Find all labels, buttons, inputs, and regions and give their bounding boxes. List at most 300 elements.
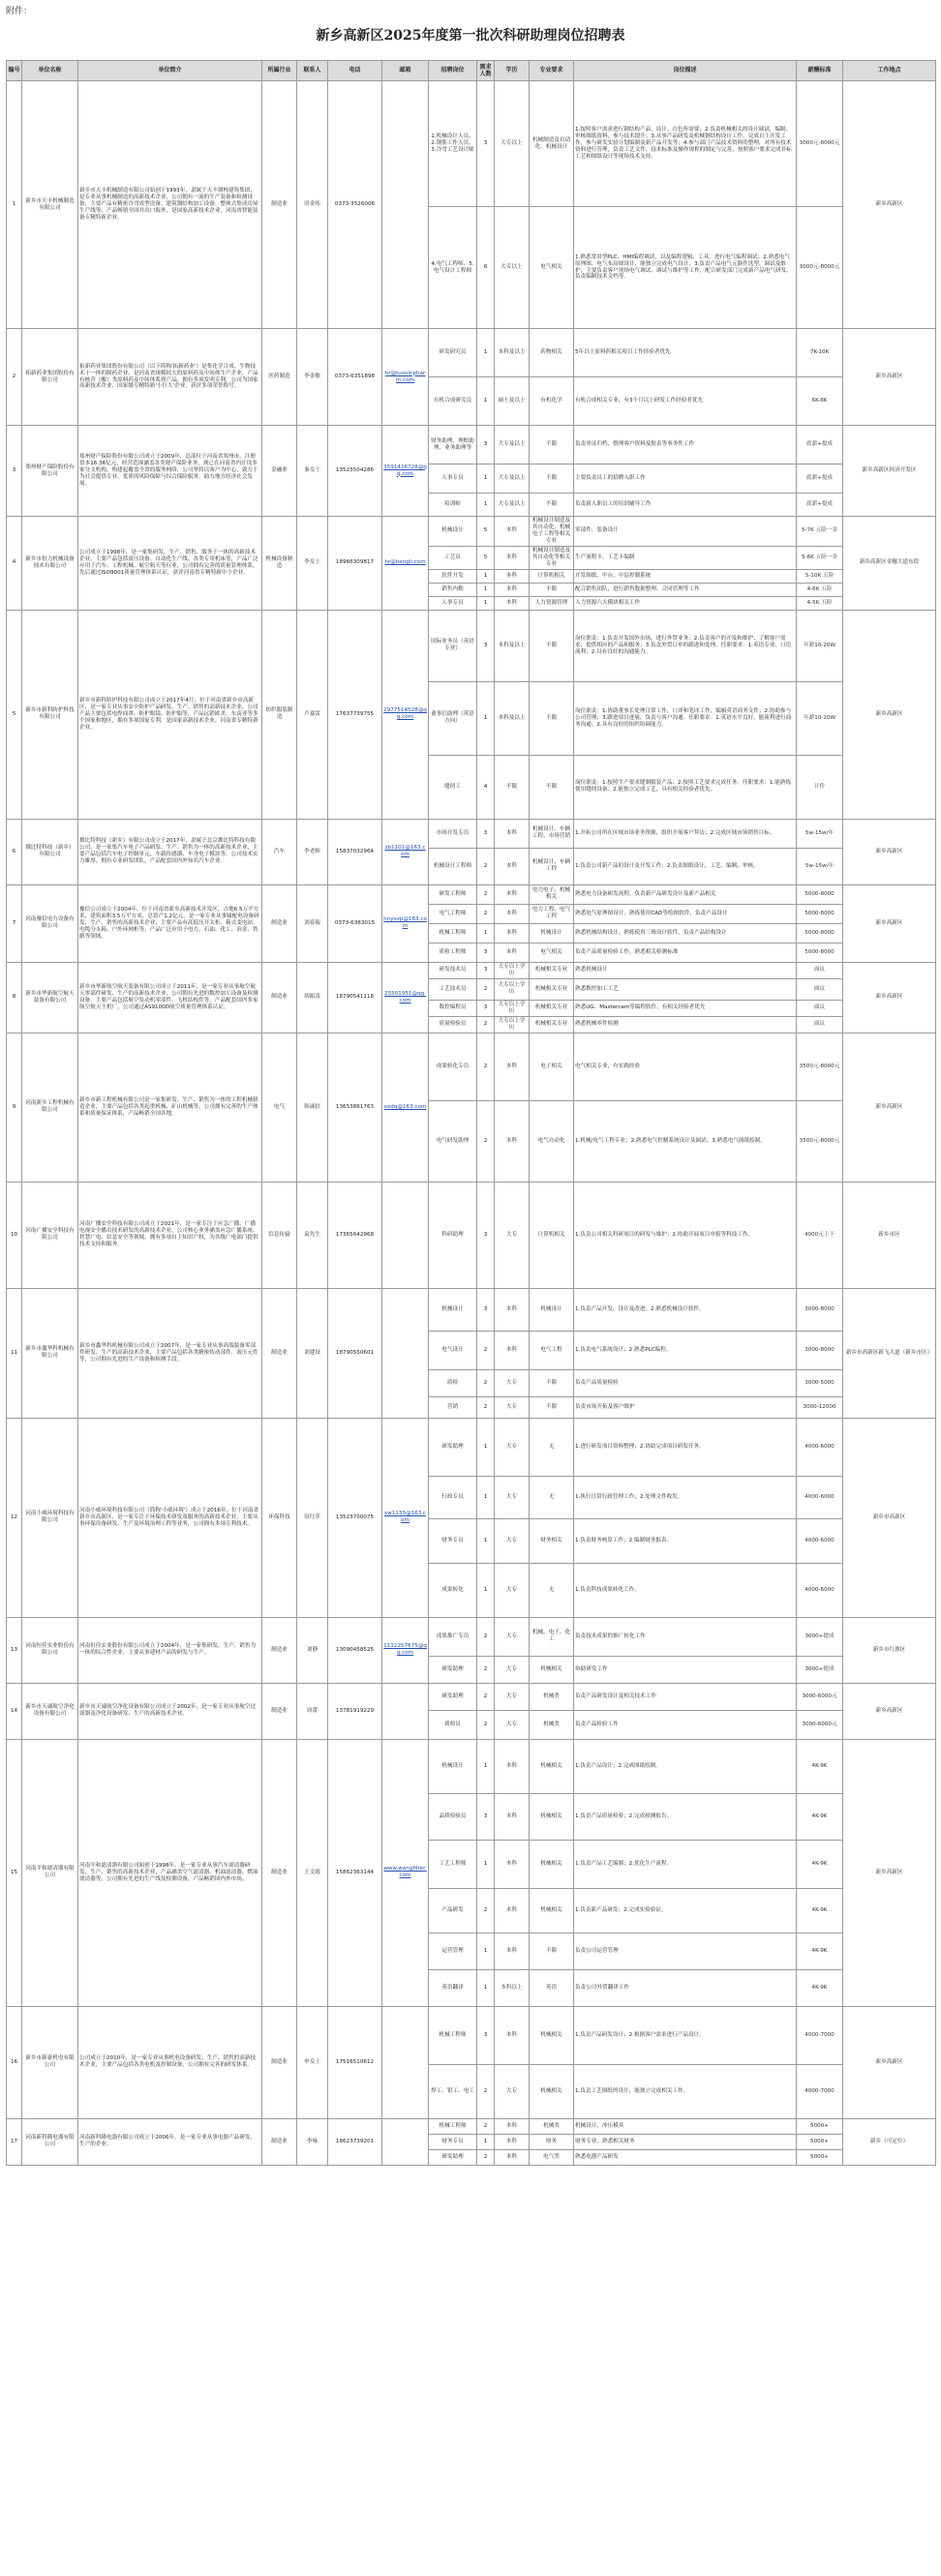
post-education: 本科 (495, 2134, 530, 2149)
company-industry: 制造业 (262, 1683, 297, 1739)
post-education: 本科 (495, 1100, 530, 1182)
post-name: 机械工程师 (429, 2118, 477, 2134)
post-education: 本科及以上 (495, 681, 530, 755)
post-salary: 5w-15w/年 (797, 848, 843, 884)
post-name: 董事长助理（英语方向） (429, 681, 477, 755)
post-salary: 面议 (797, 1000, 843, 1016)
post-salary: 5-7K 五险一金 (797, 517, 843, 547)
post-salary: 4000-6000 (797, 1476, 843, 1518)
post-count: 2 (477, 2118, 495, 2134)
post-count: 1 (477, 494, 495, 517)
post-count: 3 (477, 610, 495, 681)
post-name: 品质检验员 (429, 1793, 477, 1840)
post-count: 2 (477, 1331, 495, 1369)
company-location: 新乡高新区 (843, 329, 936, 426)
table-row (7, 1739, 936, 1793)
company-name: 新乡市天诚航空净化设备有限公司 (22, 1683, 78, 1739)
post-duty: 1.负责产品研发设计；2.根据客户需求进行产品设计。 (574, 2006, 797, 2064)
post-major: 机械制造及自动化、机械设计 (530, 81, 574, 207)
post-duty: 熟悉电气原理图设计，熟练使用CAD等绘图软件，负责产品设计 (574, 904, 797, 923)
company-phone: 18623739201 (328, 2118, 382, 2165)
company-intro: 新乡市新科防护科技有限公司成立于2017年4月，位于河南省新乡市高新区，是一家专业从事安全防护产品研发、生产、销售的高新技术企业，公司产品主要包括电焊面罩、防护眼镜、防护服等，产品远销欧美、东南亚等多个国家和地区，拥有多项国家专利，是国家高新技术企业、河南省专精特新企业。 (78, 610, 262, 819)
post-salary: 5w-15w/年 (797, 819, 843, 848)
post-name: 国际业务员（英语专业） (429, 610, 477, 681)
company-location: 新乡高新区 (843, 2006, 936, 2118)
company-number: 17 (7, 2118, 22, 2165)
post-education: 大专 (495, 1563, 530, 1617)
post-major: 计算机相关 (530, 1182, 574, 1288)
company-intro: 河南新科隆电器有限公司成立于2006年，是一家专业从事电器产品研发、生产的企业。 (78, 2118, 262, 2165)
company-location: 新乡高新区 (843, 884, 936, 962)
post-duty: 1.负责公司新产品的设计及开发工作；2.负责图纸设计，工艺、编制、审核。 (574, 848, 797, 884)
table-row (7, 81, 936, 207)
company-phone: 13653861763 (328, 1033, 382, 1182)
post-salary: 4-5K 五险 (797, 596, 843, 610)
company-email (382, 1418, 429, 1617)
post-education: 大专以上学历 (495, 1000, 530, 1016)
post-name: 成果推广专员 (429, 1617, 477, 1656)
col-salary-header: 薪酬标准 (797, 61, 843, 81)
post-major: 机械、电子、化工 (530, 1617, 574, 1656)
company-phone: 18790541118 (328, 962, 382, 1033)
company-name: 河南豫信电力设备有限公司 (22, 884, 78, 962)
company-phone: 0373-6351898 (328, 329, 382, 426)
company-number: 15 (7, 1739, 22, 2006)
post-name: 财务助理、理赔助理、业务助理等 (429, 426, 477, 464)
post-major: 不限 (530, 464, 574, 494)
company-intro: 豫信公司成立于2004年，位于河南省新乡高新技术开发区，占地6.5万平方米，建筑面积3.5万平方米，总资产1.2亿元，是一家专业从事输配电设备研发、生产、销售的高新技术企业，主要产品有高低压开关柜、箱式变电站、电缆分支箱、户外环网柜等，产品广泛应用于电力、石油、化工、冶金、铁路等领域。 (78, 884, 262, 962)
post-major: 机械设计 (530, 1288, 574, 1331)
post-duty: 1.负责产品设计；2.完成图纸绘制。 (574, 1739, 797, 1793)
post-name: 成果转化专员 (429, 1033, 477, 1100)
post-education: 本科 (495, 848, 530, 884)
post-duty: 1.进行研发项目资料整理；2.协助完成项目研发任务。 (574, 1418, 797, 1476)
post-count: 2 (477, 848, 495, 884)
company-phone: 15837032964 (328, 819, 382, 884)
company-phone: 13781919229 (328, 1683, 382, 1739)
post-major: 电气工程 (530, 1331, 574, 1369)
post-duty: 岗位职责：1.协助董事长处理日常工作，口译和笔译工作，编辑英语商务文件；2.协助参与公司管理；3.跟进项目进展，负责与客户沟通。任职要求：1.英语水平良好，能流利进行商务沟通；2.具有良好的组织协调能力。 (574, 681, 797, 755)
post-salary: 4000-6000 (797, 1563, 843, 1617)
post-duty: 负责公司外贸翻译工作 (574, 1969, 797, 2006)
post-major: 机械相关 (530, 1656, 574, 1683)
post-major: 电力电子、机械相关 (530, 884, 574, 904)
post-name: 4.电气工程师、5.电气设计工程师 (429, 207, 477, 329)
post-education: 本科 (495, 1288, 530, 1331)
post-major: 机械设计、车辆工程、市场营销 (530, 819, 574, 848)
post-major: 机械相关 (530, 2064, 574, 2118)
post-name: 研发助理 (429, 2149, 477, 2165)
company-industry: 制造业 (262, 1739, 297, 2006)
post-education: 本科 (495, 1793, 530, 1840)
col-location-header: 工作地点 (843, 61, 936, 81)
post-education: 大专以上 (495, 207, 530, 329)
post-education: 大专及以上 (495, 464, 530, 494)
post-salary: 4000-6000 (797, 1418, 843, 1476)
post-education: 本科 (495, 1739, 530, 1793)
post-major: 机械类 (530, 2118, 574, 2134)
post-salary: 4K-9K (797, 1969, 843, 2006)
email-link[interactable]: www.wangfilter.com (383, 1866, 427, 1879)
company-name: 河南恒佳实业股份有限公司 (22, 1617, 78, 1683)
post-name: 焊工、钳工、电工 (429, 2064, 477, 2118)
company-contact: 胡振涛 (297, 962, 328, 1033)
post-count: 1 (477, 464, 495, 494)
post-education: 本科 (495, 923, 530, 943)
post-education: 大专 (495, 1476, 530, 1518)
post-count: 3 (477, 1000, 495, 1016)
col-industry-header: 所属行业 (262, 61, 297, 81)
company-email (382, 1182, 429, 1288)
post-name: 市场开发专员 (429, 819, 477, 848)
post-salary: 5000+ (797, 2134, 843, 2149)
post-salary: 4000元上下 (797, 1182, 843, 1288)
post-duty: 负责新人职员工的培训辅导工作 (574, 494, 797, 517)
post-education: 大专及以上 (495, 426, 530, 464)
table-row (7, 819, 936, 848)
post-name: 质量检验员 (429, 1016, 477, 1033)
post-name: 科研助理 (429, 1182, 477, 1288)
company-phone: 17365642968 (328, 1182, 382, 1288)
post-education: 不限 (495, 755, 530, 819)
post-duty: 1.负责科技成果转化工作。 (574, 1563, 797, 1617)
company-intro: 河南恒佳实业股份有限公司成立于2004年，是一家集研发、生产、销售为一体的综合性企业，主要从事建材产品的研发与生产。 (78, 1617, 262, 1683)
company-contact: 李咏 (297, 2118, 328, 2165)
table-row (7, 1617, 936, 1656)
email-link[interactable]: hr@tuoxinpharm.com (384, 370, 426, 383)
post-salary: 计件 (797, 755, 843, 819)
company-industry: 信息传输 (262, 1182, 297, 1288)
post-count: 1 (477, 583, 495, 596)
post-name: 运营管理 (429, 1932, 477, 1969)
post-salary: 5-10K 五险 (797, 569, 843, 583)
post-education: 本科 (495, 904, 530, 923)
company-name: 新乡市新科防护科技有限公司 (22, 610, 78, 819)
email-link[interactable]: 25501951@qq.com (384, 990, 426, 1003)
post-name: 人事专员 (429, 596, 477, 610)
post-education: 大专 (495, 1418, 530, 1476)
post-education: 本科 (495, 819, 530, 848)
col-education-header: 学历 (495, 61, 530, 81)
company-name: 新乡市天丰机械制造有限公司 (22, 81, 78, 329)
company-name: 河南新科隆电器有限公司 (22, 2118, 78, 2165)
company-name: 河南新乡工程机械有限公司 (22, 1033, 78, 1182)
company-industry: 纺织服装制造 (262, 610, 297, 819)
company-email (382, 819, 429, 884)
post-duty: 1.熟悉常用型PLC、HMI编程调试，以及编程逻辑、工具，进行电气编程调试；2.熟悉电气原理图、电气布局图设计，能独立完成电气设计；3.负责产品电气元器件选型、调试及维护，主要负责客户现场电气调试、调试与维护等工作，配合研发部门完成新产品电气研发、负责编制技术文档等。 (574, 207, 797, 329)
post-count: 3 (477, 819, 495, 848)
post-salary: 3000-6000元 (797, 1710, 843, 1739)
post-salary: 5-6K 五险一金 (797, 546, 843, 569)
post-duty: 熟悉电力设备研发流程，负责新产品研发设计及新产品相关 (574, 884, 797, 904)
post-major: 不限 (530, 610, 574, 681)
company-contact: 刘静 (297, 1617, 328, 1683)
post-duty: 熟悉电器产品研发 (574, 2149, 797, 2165)
post-duty: 1.负责新产品研发；2.完成实验验证。 (574, 1888, 797, 1932)
post-duty: 1.负责公司相关科研项目的研发与维护；2.协助开展项目申报等科技工作。 (574, 1182, 797, 1288)
post-count: 6 (477, 207, 495, 329)
post-major: 有机化学 (530, 377, 574, 426)
company-intro: 河南广播安全科技有限公司成立于2021年，是一家专注于应急广播、广播电视安全播出技术研发的高新技术企业，公司核心业务涵盖应急广播系统、智慧广电、信息安全等领域，拥有多项自主知识产权，为各级广电部门提供技术支持和服务。 (78, 1182, 262, 1288)
post-name: 英语翻译 (429, 1969, 477, 2006)
col-phone-header: 电话 (328, 61, 382, 81)
post-major: 财务 (530, 2134, 574, 2149)
post-salary: 4-6K 五险 (797, 583, 843, 596)
post-duty: 负责公司运营管理 (574, 1932, 797, 1969)
post-major: 不限 (530, 755, 574, 819)
post-duty: 负责单证归档、整理客户资料及报表等事务性工作 (574, 426, 797, 464)
post-name: 缝纫工 (429, 755, 477, 819)
company-email (382, 1739, 429, 2006)
post-salary: 5000-8000 (797, 943, 843, 962)
email-link[interactable]: xw1133@163.com (383, 1511, 427, 1524)
post-count: 2 (477, 1710, 495, 1739)
company-intro: 郑州财产保险股份有限公司成立于2009年，总部位于河南省郑州市，注册资本16.36亿元，经营范围涵盖各类财产保险业务，现已在河南省内开设多家分支机构，构建起覆盖全省的服务网络，公司坚持以客户为中心，致力于为社会提供专业、优质的风险保障与综合保险服务，助力地方经济社会发展。 (78, 426, 262, 517)
post-duty: 岗位职责：1.按照生产要求缝制服装产品；2.按照工艺要求完成任务。任职要求：1.能熟练使用缝纫设备；2.能独立完成工艺，具有相关经验者优先。 (574, 755, 797, 819)
post-major: 不限 (530, 583, 574, 596)
company-phone: 17516510612 (328, 2006, 382, 2118)
col-count-header: 需求人数 (477, 61, 495, 81)
company-phone: 17637739755 (328, 610, 382, 819)
post-duty: 负责产品质量检验工作，熟悉相关检测标准 (574, 943, 797, 962)
company-email (382, 1683, 429, 1739)
company-number: 11 (7, 1288, 22, 1418)
company-contact: 周蕾 (297, 1683, 328, 1739)
post-salary: 年薪10-20W (797, 681, 843, 755)
company-location: 新乡市区 (843, 1182, 936, 1288)
post-name: 工艺员 (429, 546, 477, 569)
post-major: 机械相关 (530, 1840, 574, 1888)
post-education: 本科 (495, 2118, 530, 2134)
post-salary: 3000-8000 (797, 1331, 843, 1369)
post-duty: 岗位职责：1.负责开发国外市场，进行外贸业务；2.负责客户的开发和维护；了解客户需求，提供相应的产品和服务；3.负责外贸订单的跟进和处理。任职要求：1.英语专业，口语流利；2.具有良好的沟通能力。 (574, 610, 797, 681)
post-duty: 配合销售团队，进行销售数据整理、合同管理等工作 (574, 583, 797, 596)
company-number: 2 (7, 329, 22, 426)
company-number: 8 (7, 962, 22, 1033)
post-duty: 熟悉数控加工工艺 (574, 978, 797, 1000)
company-email (382, 426, 429, 517)
post-salary: 3000-6000元 (797, 1683, 843, 1710)
company-name: 新乡市华新航空航天装备有限公司 (22, 962, 78, 1033)
post-major: 机械设计 (530, 923, 574, 943)
post-count: 5 (477, 517, 495, 547)
post-name: 财务专员 (429, 2134, 477, 2149)
post-name: 质检 (429, 1369, 477, 1396)
post-name: 营销 (429, 1396, 477, 1418)
post-education: 大专以上 (495, 81, 530, 207)
company-location: 新乡高新区 (843, 610, 936, 819)
post-name: 机械设计 (429, 1288, 477, 1331)
email-link[interactable]: hr@hengli.com (384, 559, 426, 566)
post-count: 2 (477, 884, 495, 904)
company-phone: 18790550601 (328, 1288, 382, 1418)
post-education: 大专 (495, 1656, 530, 1683)
post-major: 不限 (530, 681, 574, 755)
company-intro: 新乡市鑫华科机械有限公司成立于2007年，是一家专业从事高端装备零部件研发、生产的高新技术企业，主要产品包括各类精密传动部件、液压元件等，公司拥有先进的生产设备和检测手段。 (78, 1288, 262, 1418)
company-number: 4 (7, 517, 22, 611)
company-phone: 13523504286 (328, 426, 382, 517)
company-name: 河南小威环境科技有限公司 (22, 1418, 78, 1617)
company-industry: 制造业 (262, 81, 297, 329)
post-count: 2 (477, 2149, 495, 2165)
company-contact: 申女士 (297, 2006, 328, 2118)
post-major: 不限 (530, 1396, 574, 1418)
company-intro: 撰比特科技（新乡）有限公司成立于2017年，隶属于北京撰比特科技有限公司，是一家集汽车电子产品研发、生产、销售为一体的高新技术企业，主要产品包括汽车电子控制单元、车载传感器、车身电子模块等，公司技术实力雄厚，拥有专业研发团队，产品配套国内外知名汽车企业。 (78, 819, 262, 884)
col-company-header: 单位名称 (22, 61, 78, 81)
post-salary: 年薪10-20W (797, 610, 843, 681)
post-education: 大专及以上 (495, 494, 530, 517)
post-duty: 熟悉机械设计 (574, 962, 797, 978)
email-link[interactable]: 3591426728@qq.com (383, 464, 427, 477)
post-major: 电力工程、电气工程 (530, 904, 574, 923)
post-salary: 4K-9K (797, 1888, 843, 1932)
table-row (7, 1033, 936, 1100)
company-intro: 拓新药业集团股份有限公司（以下简称'拓新药业'）是集化学合成、生物技术于一体的制药企业，是河南省规模较大的原料药及中间体生产企业，产品有核苷（酸）类原料药及中间体系列产品，拥有多项发明专利，公司为国家高新技术企业、国家级专精特新'小巨人'企业，获评多项荣誉称号。 (78, 329, 262, 426)
post-name: 机械设计 (429, 517, 477, 547)
post-count: 1 (477, 377, 495, 426)
post-salary: 面议 (797, 978, 843, 1000)
post-education: 大专 (495, 2064, 530, 2118)
company-contact: 袁先生 (297, 1182, 328, 1288)
company-phone: 13090458525 (328, 1617, 382, 1683)
post-name: 机械工程师 (429, 2006, 477, 2064)
company-number: 9 (7, 1033, 22, 1182)
post-count: 1 (477, 1563, 495, 1617)
post-salary: 4K-9K (797, 1840, 843, 1888)
company-email (382, 2118, 429, 2165)
post-salary: 4000-7000 (797, 2064, 843, 2118)
post-name: 行政专员 (429, 1476, 477, 1518)
post-duty: 1.负责财务核算工作；2.编制财务报表。 (574, 1518, 797, 1563)
post-major: 机械设计制造及其自动化等相关专业 (530, 546, 574, 569)
company-location: 新乡市高新区新飞大道（新乡市区） (843, 1288, 936, 1418)
company-email (382, 1033, 429, 1182)
post-salary: 4K-9K (797, 1932, 843, 1969)
post-major: 机械设计制造及其自动化、机械电子工程等相关专业 (530, 517, 574, 547)
company-industry: 制造业 (262, 2118, 297, 2165)
table-row (7, 426, 936, 464)
post-major: 电气相关 (530, 207, 574, 329)
post-count: 1 (477, 1418, 495, 1476)
post-salary: 3000+提成 (797, 1656, 843, 1683)
post-count: 3 (477, 943, 495, 962)
post-salary: 5000+ (797, 2149, 843, 2165)
post-name: 工艺工程师 (429, 1840, 477, 1888)
company-industry: 制造业 (262, 2006, 297, 2118)
post-count: 1 (477, 1932, 495, 1969)
company-industry: 金融业 (262, 426, 297, 517)
post-name: 研发助理 (429, 1656, 477, 1683)
post-major: 不限 (530, 494, 574, 517)
post-education: 本科 (495, 1888, 530, 1932)
post-education: 大专 (495, 1518, 530, 1563)
company-email (382, 1288, 429, 1418)
post-salary: 3000+提成 (797, 1617, 843, 1656)
post-name: 成果转化 (429, 1563, 477, 1617)
company-number: 6 (7, 819, 22, 884)
post-salary: 7K-10K (797, 329, 843, 377)
recruitment-table (6, 60, 936, 2166)
post-duty: 有机合成相关专业，有3个月以上研发工作经验者优先 (574, 377, 797, 426)
post-duty: 1.负责产品质量检验；2.完成检测报告。 (574, 1793, 797, 1840)
col-major-header: 专业要求 (530, 61, 574, 81)
post-name: 产品研发 (429, 1888, 477, 1932)
email-link[interactable]: hnyxzp@163.com (383, 916, 427, 930)
company-contact: 韩诚信 (297, 1033, 328, 1182)
company-name: 河南广播安全科技有限公司 (22, 1182, 78, 1288)
post-duty: 熟悉机械结构设计，熟练使用三维设计软件，负责产品结构设计 (574, 923, 797, 943)
company-number: 3 (7, 426, 22, 517)
post-count: 2 (477, 1396, 495, 1418)
post-salary: 底薪+提成 (797, 464, 843, 494)
company-intro: 新乡市天丰机械制造有限公司始创于1993年，隶属于天丰钢构建筑集团，是专业从事机械制造的高新技术企业，公司拥有一流的生产装备和检测设备，主要产品有精密冷弯成型设备、建筑钢结构加工设备、整体式集成房屋生产线等，产品畅销全国并出口海外，是国家高新技术企业，河南省智能装备专精特新企业。 (78, 81, 262, 329)
col-contact-header: 联系人 (297, 61, 328, 81)
post-major: 电子相关 (530, 1033, 574, 1100)
company-phone: 13523700075 (328, 1418, 382, 1617)
company-number: 14 (7, 1683, 22, 1739)
post-education: 本科及以上 (495, 610, 530, 681)
post-count: 1 (477, 1739, 495, 1793)
email-link[interactable]: 1132257675@qq.com (383, 1643, 427, 1657)
post-name: 电气研发助理 (429, 1100, 477, 1182)
post-count: 3 (477, 1793, 495, 1840)
post-duty: 人力资源六大模块相关工作 (574, 596, 797, 610)
post-education: 大专 (495, 1710, 530, 1739)
company-number: 5 (7, 610, 22, 819)
table-row (7, 2006, 936, 2064)
post-salary: 3500元-8000元 (797, 1033, 843, 1100)
post-major: 无 (530, 1476, 574, 1518)
post-education: 本科 (495, 884, 530, 904)
post-duty: 熟悉机械零件检测 (574, 1016, 797, 1033)
post-salary: 底薪+提成 (797, 426, 843, 464)
company-email (382, 81, 429, 329)
email-link[interactable]: xxdq@163.com (383, 1103, 427, 1110)
company-contact: 田金伟 (297, 81, 328, 329)
post-salary: 4K-9K (797, 1739, 843, 1793)
post-major: 药物相关 (530, 329, 574, 377)
post-salary: 5000-8000 (797, 923, 843, 943)
post-count: 1 (477, 681, 495, 755)
post-major: 电气相关 (530, 943, 574, 962)
company-location: 新乡高新区经济开发区 (843, 426, 936, 517)
post-education: 本科以上 (495, 1969, 530, 2006)
post-duty: 协助研发工作 (574, 1656, 797, 1683)
company-industry: 机械设备制造 (262, 517, 297, 611)
company-industry: 电气 (262, 1033, 297, 1182)
post-duty: 电气相关专业，有实践经验 (574, 1033, 797, 1100)
post-major: 电气类 (530, 2149, 574, 2165)
company-location: 新乡市红旗区 (843, 1617, 936, 1683)
post-name: 研发助理 (429, 1683, 477, 1710)
email-link[interactable]: zb1101@163.com (384, 845, 426, 858)
table-row (7, 1418, 936, 1476)
post-education: 大专以上学历 (495, 1016, 530, 1033)
post-education: 本科 (495, 2006, 530, 2064)
post-count: 2 (477, 1888, 495, 1932)
company-intro: 河南平和滤清器有限公司始创于1998年，是一家专业从事汽车滤清器研发、生产、销售的高新技术企业，产品涵盖空气滤清器、机油滤清器、燃油滤清器等，公司拥有先进的生产线及检测设备，产品畅销国内外市场。 (78, 1739, 262, 2006)
company-industry: 制造业 (262, 962, 297, 1033)
post-name: 销售内勤 (429, 583, 477, 596)
post-count: 2 (477, 1617, 495, 1656)
post-education: 大专以上学历 (495, 978, 530, 1000)
post-major: 电气自动化 (530, 1100, 574, 1182)
post-name: 工艺技术员 (429, 978, 477, 1000)
email-link[interactable]: 2977514528@qq.com (383, 707, 427, 721)
post-count: 3 (477, 962, 495, 978)
post-major: 机械相关 (530, 1739, 574, 1793)
company-industry: 汽车 (262, 819, 297, 884)
